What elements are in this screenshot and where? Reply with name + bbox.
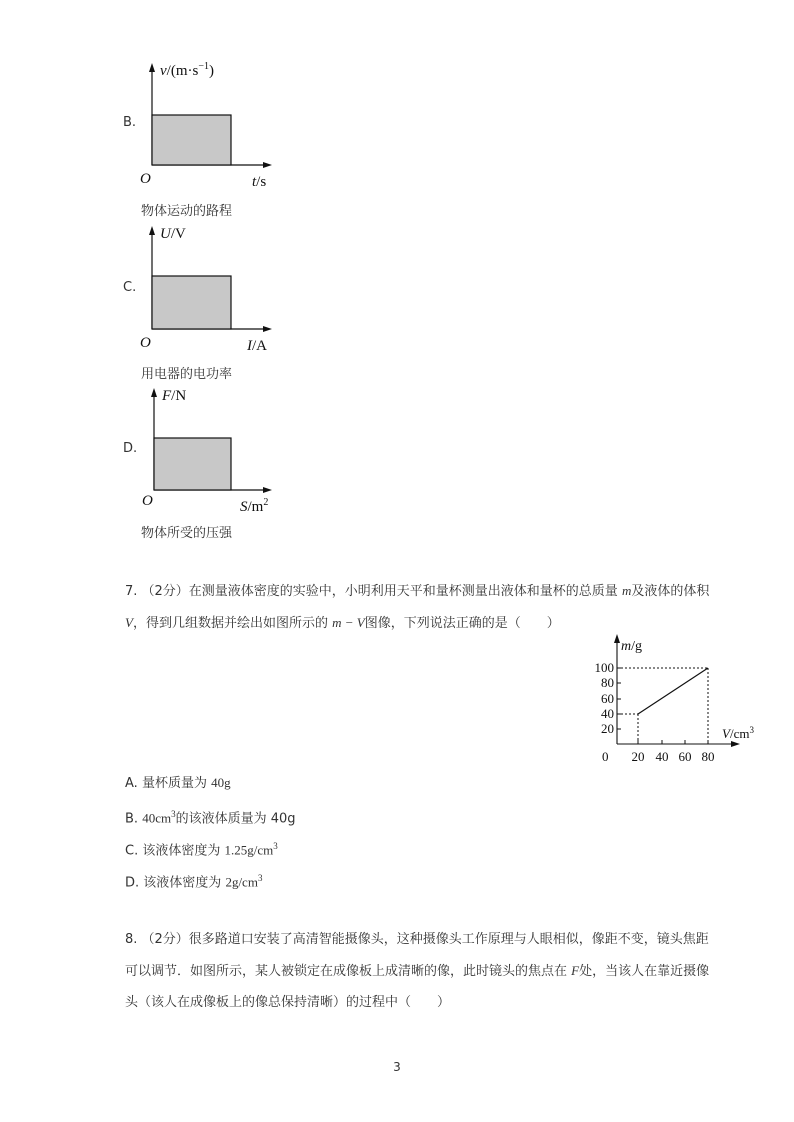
x-axis-label-d: $S/m^2$ [240,497,269,515]
data-line [638,668,708,714]
option-d-label: D. [123,441,138,456]
y-tick-20: 20 [601,721,614,736]
q7-line-2: V，得到几组数据并绘出如图所示的 m − V图像，下列说法正确的是（ ） [125,615,560,631]
y-tick-100: 100 [594,660,614,675]
q7-option-a[interactable]: A. 量杯质量为 40g [125,775,231,791]
question-8 [125,924,765,1018]
page-number: 3 [393,1060,401,1074]
x-axis-label-b: t/s [252,174,267,190]
y-tick-60: 60 [601,691,614,706]
q7-option-b[interactable]: B. $40cm^3$的该液体质量为 40g [125,809,296,827]
q8-line-2: 可以调节．如图所示，某人被锁定在成像板上成清晰的像，此时镜头的焦点在 F处，当该人在靠近摄像 [125,963,710,979]
y-axis-label-b: $v/(m\cdot s^{-1})$ [160,61,214,79]
v-axis-label: $V/cm^3$ [722,725,754,741]
caption-c: 用电器的电功率 [141,367,233,382]
shaded-area-b [152,115,231,165]
origin-c: O [140,335,151,351]
origin-b: O [140,171,151,187]
q7-option-d[interactable]: D. 该液体密度为 $2g/cm^3$ [125,873,263,891]
shaded-area-c [152,276,231,329]
graph-d [130,380,290,520]
y-axis-label-c: U/V [160,226,186,242]
x-tick-20: 20 [631,749,645,764]
q7-option-c[interactable]: C. 该液体密度为 $1.25g/cm^3$ [125,841,278,859]
option-c-label: C. [123,280,137,295]
y-tick-40: 40 [601,706,614,721]
graph-origin: 0 [602,749,609,764]
x-tick-60: 60 [678,749,692,764]
x-tick-40: 40 [655,749,669,764]
q7-line-1: 7. （2分）在测量液体密度的实验中，小明利用天平和量杯测量出液体和量杯的总质量 m及液体的体积 [125,583,710,599]
caption-d: 物体所受的压强 [141,526,233,541]
y-axis-label-d: F/N [162,388,187,404]
caption-b: 物体运动的路程 [141,204,233,219]
shaded-area-d [154,438,231,490]
m-axis-label: m/g [621,639,643,654]
q8-line-1: 8. （2分）很多路道口安装了高清智能摄像头，这种摄像头工作原理与人眼相似，像距不变，镜头焦距 [125,932,709,947]
option-b-label: B. [123,115,137,130]
mass-volume-graph [585,630,770,765]
q8-line-3: 头（该人在成像板上的像总保持清晰）的过程中（ ） [125,995,451,1010]
x-tick-80: 80 [701,749,715,764]
graph-b [130,55,290,195]
origin-d: O [142,493,153,509]
graph-c [130,218,290,358]
y-tick-80: 80 [601,675,614,690]
x-axis-label-c: I/A [247,338,267,354]
